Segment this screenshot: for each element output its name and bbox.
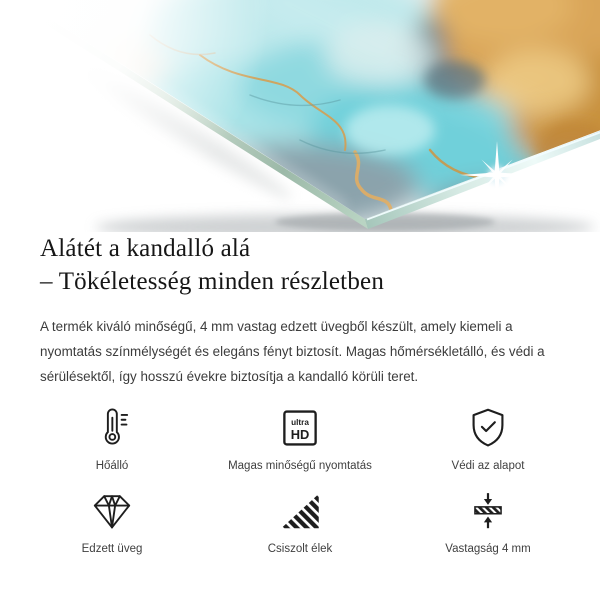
feature-tempered-glass xyxy=(18,489,206,556)
feature-polished-edges xyxy=(206,489,394,556)
shield-check-icon xyxy=(463,406,513,450)
section-title-line2: – Tökéletesség minden részletben xyxy=(40,268,385,295)
feature-protects-base xyxy=(394,406,582,473)
feature-label: Hőálló xyxy=(95,460,129,472)
feature-ultra-hd-print xyxy=(206,406,394,473)
diamond-icon xyxy=(87,489,137,533)
feature-grid xyxy=(0,406,600,556)
feature-label: Csiszolt élek xyxy=(267,543,333,555)
polished-edges-icon xyxy=(275,489,325,533)
hd-label: HD xyxy=(290,426,310,442)
thickness-4mm-icon xyxy=(463,489,513,533)
feature-label: Védi az alapot xyxy=(451,460,525,472)
product-description: A termék kiváló minőségű, 4 mm vastag edzett üvegből készült, amely kiemeli a nyomtatás színmélységét és elegáns fényt biztosít. Magas hőmérsékletálló, és védi a sérülésektől, így hosszú évekre biztosítja a kandalló körüli teret. xyxy=(40,319,545,384)
ultra-label: ultra xyxy=(291,417,309,427)
white-fade-overlay xyxy=(0,0,380,232)
feature-label: Magas minőségű nyomtatás xyxy=(228,460,372,472)
feature-label: Vastagság 4 mm xyxy=(445,543,531,555)
feature-label: Edzett üveg xyxy=(81,543,143,555)
thermometer-icon xyxy=(87,406,137,450)
description-section xyxy=(0,232,600,389)
section-title xyxy=(40,232,560,298)
feature-heat-resistant xyxy=(18,406,206,473)
hero-section xyxy=(0,0,600,232)
ultra-hd-icon xyxy=(275,406,325,450)
product-glass-image xyxy=(0,0,600,232)
feature-thickness-4mm xyxy=(394,489,582,556)
section-title-line1: Alátét a kandalló alá xyxy=(40,235,251,262)
